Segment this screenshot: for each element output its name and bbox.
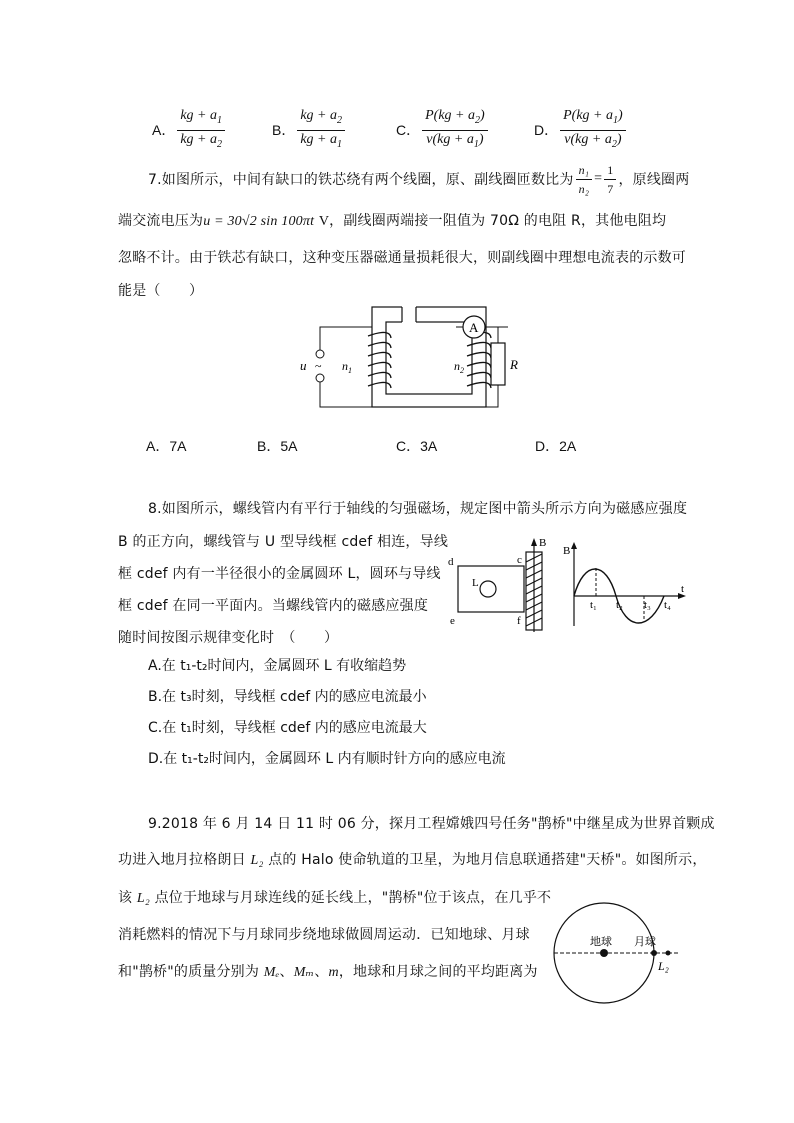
- q7-option-b[interactable]: B．5A: [257, 438, 298, 454]
- q9-line-3: 该 L₂ 点位于地球与月球连线的延长线上，"鹊桥"位于该点，在几乎不: [118, 890, 552, 906]
- corner-e: e: [450, 615, 455, 627]
- q8-line-3: 框 cdef 内有一半径很小的金属圆环 L，圆环与导线: [118, 566, 441, 582]
- option-letter: A．: [152, 122, 176, 138]
- q8-line-5: 随时间按图示规律变化时 （ ）: [118, 630, 339, 646]
- q6-option-c[interactable]: [396, 107, 490, 150]
- earth-moon-figure: [548, 902, 688, 1006]
- corner-f: f: [517, 615, 521, 627]
- q6-option-d[interactable]: [534, 107, 628, 150]
- q9-line-1: 9.2018 年 6 月 14 日 11 时 06 分，探月工程嫦娥四号任务"鹊桥"中继星成为世界首颗成: [148, 816, 715, 832]
- earth-dot: [600, 949, 608, 957]
- q8-line-4: 框 cdef 在同一平面内。当螺线管内的磁感应强度: [118, 598, 429, 614]
- tilde-symbol: ~: [315, 359, 322, 373]
- q7-line-4: 能是（ ）: [118, 283, 204, 299]
- q7-option-a[interactable]: A．7A: [146, 438, 187, 454]
- b-t-graph: [560, 540, 694, 630]
- tick-t2: t₂: [616, 599, 623, 611]
- n1-label: $n_1$: [342, 359, 352, 375]
- q8-option-d[interactable]: D.在 t₁-t₂时间内，金属圆环 L 内有顺时针方向的感应电流: [148, 751, 506, 767]
- b-direction-arrow: [531, 538, 537, 546]
- q7-option-d[interactable]: D．2A: [535, 438, 577, 454]
- q9-line-5: 和"鹊桥"的质量分别为 Mₑ、Mₘ、m，地球和月球之间的平均距离为: [118, 964, 538, 980]
- tick-t1: t₁: [590, 599, 597, 611]
- corner-d: d: [448, 556, 454, 568]
- option-fraction: $\frac{P(kg + a_2)}{v(kg + a_1)}$: [422, 108, 488, 153]
- q8-option-a[interactable]: A.在 t₁-t₂时间内，金属圆环 L 有收缩趋势: [148, 658, 407, 674]
- l2-label: L₂: [658, 959, 669, 973]
- u-label: u: [300, 358, 307, 373]
- option-letter: C．: [396, 122, 421, 138]
- q9-line-2: 功进入地月拉格朗日 L₂ 点的 Halo 使命轨道的卫星，为地月信息联通搭建"天桥"。如图所示，: [118, 852, 707, 868]
- ring-label: L: [472, 577, 479, 589]
- resistor-label: R: [510, 357, 518, 372]
- q6-option-b[interactable]: [272, 107, 347, 150]
- earth-label: 地球: [590, 936, 612, 948]
- turns-ratio: $\frac{\text{n₁}}{\text{n₂}}$: [576, 162, 593, 197]
- option-letter: D．: [534, 122, 559, 138]
- metal-ring-icon: [480, 581, 496, 597]
- moon-label: 月球: [634, 936, 656, 948]
- tick-t4: t₄: [664, 599, 671, 611]
- resistor-icon: [491, 343, 505, 385]
- q8-line-2: B 的正方向，螺线管与 U 型导线框 cdef 相连，导线: [118, 534, 449, 550]
- l2-dot: [666, 951, 671, 956]
- ammeter-label: A: [469, 320, 479, 335]
- q7-line-3: 忽略不计。由于铁芯有缺口，这种变压器磁通量损耗很大，则副线圈中理想电流表的示数可: [118, 250, 686, 266]
- b-label: B: [539, 537, 547, 549]
- option-letter: B．: [272, 122, 296, 138]
- q7-line-2: 端交流电压为u = 30√2 sin 100πt V，副线圈两端接一阻值为 70Ω 的电阻 R，其他电阻均: [118, 213, 667, 229]
- graph-b-label: B: [563, 545, 571, 557]
- secondary-load: [456, 305, 516, 415]
- q9-line-4: 消耗燃料的情况下与月球同步绕地球做圆周运动．已知地球、月球: [118, 927, 530, 943]
- corner-c: c: [517, 554, 522, 566]
- q8-line-1: 8.如图所示，螺线管内有平行于轴线的匀强磁场，规定图中箭头所示方向为磁感应强度: [148, 501, 688, 517]
- voltage-formula: u = 30√2 sin 100πt: [203, 214, 315, 229]
- ratio-value: $\frac{1}{7}$: [604, 162, 616, 197]
- q8-option-b[interactable]: B.在 t₃时刻，导线框 cdef 内的感应电流最小: [148, 689, 427, 705]
- graph-t-label: t: [681, 583, 685, 595]
- q7-line-1: 7.如图所示，中间有缺口的铁芯绕有两个线圈，原、副线圈匝数比为 $\frac{\text{n₁}}{\text{n₂}}$ = $\frac{1}{7}$ ，原线圈两: [148, 162, 690, 196]
- q7-option-c[interactable]: C．3A: [396, 438, 438, 454]
- option-fraction: $\frac{P(kg + a_1)}{v(kg + a_2)}$: [560, 108, 626, 153]
- solenoid-figure: [446, 536, 554, 632]
- tick-t3: t₃: [644, 599, 651, 611]
- q8-option-c[interactable]: C.在 t₁时刻，导线框 cdef 内的感应电流最大: [148, 720, 427, 736]
- q6-option-a[interactable]: [152, 107, 227, 150]
- moon-dot: [651, 950, 657, 956]
- option-fraction: $\frac{kg + a_2}{kg + a_1}$: [297, 108, 345, 153]
- option-fraction: $\frac{kg + a_1}{kg + a_2}$: [177, 108, 225, 153]
- n2-label: $n_2$: [454, 359, 464, 375]
